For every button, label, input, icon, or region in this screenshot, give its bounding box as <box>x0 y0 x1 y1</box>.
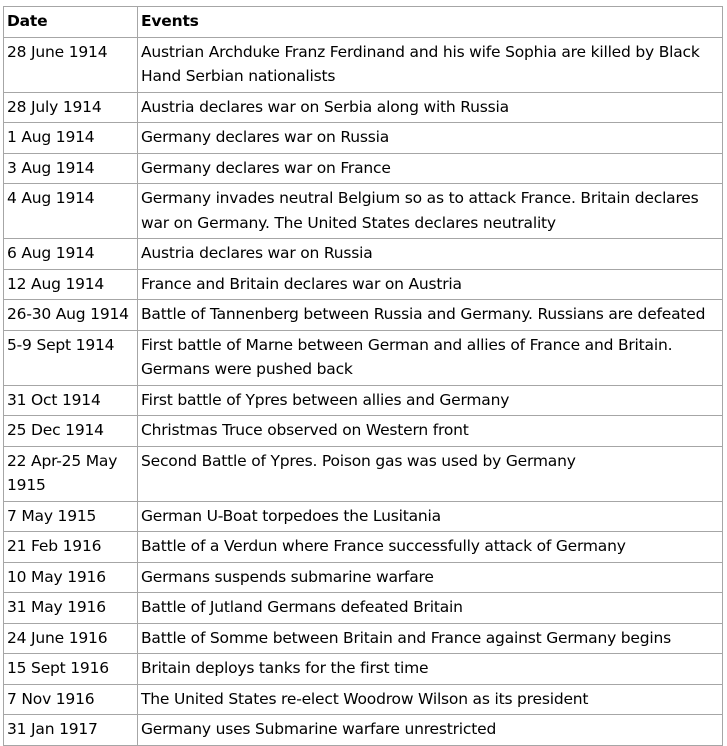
date-cell: 31 May 1916 <box>4 593 138 624</box>
date-cell: 24 June 1916 <box>4 623 138 654</box>
event-cell: Christmas Truce observed on Western front <box>138 416 723 447</box>
date-cell: 10 May 1916 <box>4 562 138 593</box>
table-row <box>4 715 723 746</box>
date-cell: 22 Apr-25 May 1915 <box>4 446 138 501</box>
table-row <box>4 593 723 624</box>
date-cell: 26-30 Aug 1914 <box>4 300 138 331</box>
event-cell: Austria declares war on Russia <box>138 239 723 270</box>
date-cell: 21 Feb 1916 <box>4 532 138 563</box>
event-cell: France and Britain declares war on Austria <box>138 269 723 300</box>
event-cell: Second Battle of Ypres. Poison gas was used by Germany <box>138 446 723 501</box>
table-row <box>4 153 723 184</box>
table-row <box>4 684 723 715</box>
event-cell: Austria declares war on Serbia along with Russia <box>138 92 723 123</box>
date-cell: 28 July 1914 <box>4 92 138 123</box>
column-header-date: Date <box>4 7 138 38</box>
table-row <box>4 623 723 654</box>
date-cell: 3 Aug 1914 <box>4 153 138 184</box>
event-cell: German U-Boat torpedoes the Lusitania <box>138 501 723 532</box>
table-row <box>4 501 723 532</box>
table-row <box>4 654 723 685</box>
table-row <box>4 446 723 501</box>
date-cell: 5-9 Sept 1914 <box>4 330 138 385</box>
table-row <box>4 123 723 154</box>
event-cell: Germany declares war on France <box>138 153 723 184</box>
table-header-row <box>4 7 723 38</box>
event-cell: Austrian Archduke Franz Ferdinand and his wife Sophia are killed by Black Hand Serbian nationalists <box>138 37 723 92</box>
event-cell: Germany declares war on Russia <box>138 123 723 154</box>
table-body <box>4 37 723 745</box>
table-row <box>4 92 723 123</box>
event-cell: First battle of Ypres between allies and Germany <box>138 385 723 416</box>
date-cell: 7 May 1915 <box>4 501 138 532</box>
date-cell: 6 Aug 1914 <box>4 239 138 270</box>
event-cell: Battle of Somme between Britain and France against Germany begins <box>138 623 723 654</box>
date-cell: 31 Oct 1914 <box>4 385 138 416</box>
event-cell: Germans suspends submarine warfare <box>138 562 723 593</box>
event-cell: Battle of Tannenberg between Russia and Germany. Russians are defeated <box>138 300 723 331</box>
column-header-events: Events <box>138 7 723 38</box>
event-cell: Battle of a Verdun where France successfully attack of Germany <box>138 532 723 563</box>
date-cell: 25 Dec 1914 <box>4 416 138 447</box>
event-cell: Germany uses Submarine warfare unrestricted <box>138 715 723 746</box>
table-row <box>4 330 723 385</box>
date-cell: 1 Aug 1914 <box>4 123 138 154</box>
date-cell: 7 Nov 1916 <box>4 684 138 715</box>
event-cell: First battle of Marne between German and allies of France and Britain. Germans were pushed back <box>138 330 723 385</box>
table-row <box>4 562 723 593</box>
event-cell: Germany invades neutral Belgium so as to attack France. Britain declares war on Germany. The United States declares neutrality <box>138 184 723 239</box>
date-cell: 4 Aug 1914 <box>4 184 138 239</box>
table-row <box>4 37 723 92</box>
table-row <box>4 239 723 270</box>
table-row <box>4 532 723 563</box>
event-cell: The United States re-elect Woodrow Wilson as its president <box>138 684 723 715</box>
event-cell: Battle of Jutland Germans defeated Britain <box>138 593 723 624</box>
date-cell: 28 June 1914 <box>4 37 138 92</box>
date-cell: 12 Aug 1914 <box>4 269 138 300</box>
table-row <box>4 184 723 239</box>
table-row <box>4 269 723 300</box>
event-cell: Britain deploys tanks for the first time <box>138 654 723 685</box>
date-cell: 15 Sept 1916 <box>4 654 138 685</box>
table-row <box>4 385 723 416</box>
events-timeline-table <box>3 6 723 746</box>
table-row <box>4 300 723 331</box>
table-row <box>4 416 723 447</box>
date-cell: 31 Jan 1917 <box>4 715 138 746</box>
